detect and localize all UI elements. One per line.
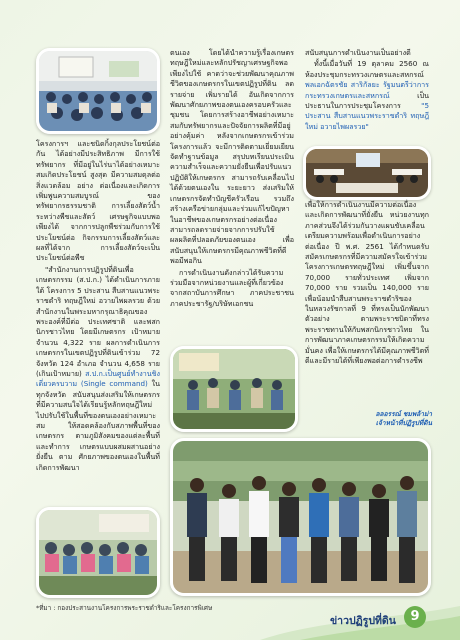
single-command-highlight: ส.ป.ก.เป็นศูนย์ทำงานชิงเดี่ยวครบวาม (Single command) [36,368,160,389]
magazine-title: ข่าวปฏิรูปที่ดิน [330,615,396,627]
column1-paragraph-2 [36,265,160,473]
column3-paragraph-0: สนับสนุนการดำเนินงานเป็นอย่างดี [305,48,411,57]
author-role: เจ้าหน้าที่ปฏิรูปที่ดิน [375,419,432,427]
author-name: ลลอรรณ์ ชมพล้าม่า [375,410,432,418]
photo-group-portrait [170,438,431,596]
minister-name-highlight: พลเอกฉัตรชัย สาริกัลยะ รัฐมนตรีว่าการกระทรวงเกษตรและสหกรณ์ [305,80,429,100]
photo-seminar-audience [36,48,160,134]
project-name-highlight: "5 ประสาน สืบสานแนวพระราชดำริ ทฤษฎีใหม่ อวายไพผลรวย" [305,101,429,131]
article-column-2 [170,48,294,310]
column1-paragraph-1: โครงการฯ และชนิดกิ้งกุลประโยชน์ต่อกัน ได้อย่างมีประสิทธิภาพ มีการใช้ทรัพยากร ที่มีอยู่ในไร่นาได้อย่างเหมาะสมเกิดประโยชน์ สูงสุด มีความสมดุลต่อสิ่งแวดล้อม อย่าง ต่อเนื่องและเกิดการเพิ่มพูนความสมบูรณ์ ของทรัพยากรธรรมชาติ การเลี้ยงสัตว์น้ำ ระหว่างพืชและสัตว์ เศรษฐกิจแบบพอเพียงได้ จากการปลูกพืชร่วมกับการใช้ประโยชน์ต่อ กิจกรรมการเลี้ยงสัตว์และผลที่ได้จาก การเลี้ยงสัตว์จะเป็นประโยชน์ต่อพืช [36,139,160,263]
column1-paragraph-2-text: "สำนักงานการปฏิรูปที่ดินเพื่อ เกษตรกรรม (ส.ป.ก.) ได้ดำเนินการภายใต้ โครงการ 5 ประสาน สืบสานแนวพระราชดำริ ทฤษฎีใหม่ อวายไพผลรวย ด้วยสำนักงานในพระมหากรุณาธิคุณของพระองค์ที่มีต่อ ประเทศชาติ และพสกนิกรชาวไทย โดยมีเกษตรกร เป้าหมายจำนวน 4,322 ราย ผลการดำเนินการ เกษตรกรในเขตปฏิรูปที่ดินเข้าร่วม 72 จังหวัด 124 อำเภอ จำนวน 4,658 ราย (เกินเป้าหมาย) [36,264,160,378]
source-footnote: *ที่มา : กองประสานงานโครงการพระราชดำริและโครงการพิเศษ [36,604,213,612]
photo-group-meeting [36,507,160,598]
author-caption [354,410,432,428]
article-column-3-top [305,48,429,133]
column3-paragraph-1-mid: เป็นประธานในการประชุมโครงการ [305,90,429,111]
column2-paragraph-1: ตนเอง โดยได้นำความรู้เรื่องเกษตรทฤษฎีใหม่และหลักปรัชญาเศรษฐกิจพอเพียงไปใช้ คาดว่าจะช่วยพัฒนาคุณภาพชีวิตของเกษตรกรในเขตปฏิรูปที่ดิน ลดรายจ่าย เพิ่มรายได้ อันเกิดจากการพัฒนาศักยภาพของตนเองครอบครัวและชุมชน โดยการสร้างอาชีพอย่างเหมาะสมกับทรัพยากรและปัจจัยการผลิตที่มีอยู่อย่างคุ้มค่า หลังจากเกษตรกรเข้าร่วมโครงการแล้ว จะมีการติดตามเยี่ยมเยียน จัดทำฐานข้อมูล สรุปบทเรียนประเมินความสำเร็จและความยั่งยืนเพื่อปรับแนวปฏิบัติให้เกษตรกร สามารถรับเคลื่อนไปได้ด้วยตนเองใน ระยะยาว ส่งเสริมให้เกษตรกรจัดทำบัญชีครัวเรือน รวมถึงสร้างเครือข่ายกลุ่มและร่วมแก้ไขปัญหาในอาชีพของเกษตรกรอย่างต่อเนื่อง สามารถลดรายจ่ายจากการปรับใช้ผลผลิตที่ปลอดภัยของตนเอง เพื่อสนับสนุนให้เกษตรกรมีคุณภาพชีวิตที่ดีพอมีพอกิน [170,48,294,266]
article-column-3-bottom [305,200,429,368]
photo-conference-room [303,146,431,200]
column3-paragraph-2: เพื่อให้การดำเนินงานมีความต่อเนื่องและเกิดการพัฒนาที่ยั่งยืน หน่วยงานทุกภาคส่วนจึงได้ร่วมกันวางแผนขับเคลื่อนเตรียมความพร้อมเพื่อดำเนินการอย่างต่อเนื่อง ปี พ.ศ. 2561 ได้กำหนดรับสมัครเกษตรกรที่มีความสมัครใจเข้าร่วมโครงการเกษตรทฤษฎีใหม่ เพิ่มขึ้นจาก 70,000 รายทั่วประเทศ เพิ่มจาก 70,000 ราย รวมเป็น 140,000 ราย เพื่อน้อมนำสืบสานพระราชดำริของในหลวงรัชกาลที่ 9 ที่ทรงเป็นนักพัฒนาตัวอย่าง ตามพระราชบิดาที่ทรงพระราชทานให้กับพสกนิกรชาวไทย ในการพัฒนาภาคเกษตรกรรมให้เกิดความมั่นคง เพื่อให้เกษตรกรได้มีคุณภาพชีวิตที่ดีและมีรายได้ที่เพียงพอต่อการดำรงชีพ [305,200,429,366]
page-number-badge: 9 [404,606,426,628]
photo-field-visit [170,346,298,432]
article-column-1 [36,139,160,474]
column1-paragraph-2-tail: ในทุกจังหวัด สนับสนุนส่งเสริมให้เกษตรกรที่มีความสนใจได้เรียนรู้หลักทฤษฎีใหม่ ไปปรับใช้ในพื้นที่ของตนเองอย่างเหมาะสม ให้สอดคล้องกับสภาพพื้นที่ของเกษตรกร ตามภูมิสังคมของแต่ละพื้นที่ และทำการ เกษตรแบบผสมผสานอย่างยั่งยืน ตาม ศักยภาพของตนเองในพื้นที่ เกิดการพัฒนา [36,379,160,472]
column3-paragraph-1-text: ทั้งนี้เมื่อวันที่ 19 ตุลาคม 2560 ณ ห้องประชุมกระทรวงเกษตรและสหกรณ์ [305,59,429,79]
column2-paragraph-2: การดำเนินงานดังกล่าวได้รับความร่วมมือจากหน่วยงานและผู้ที่เกี่ยวข้องจากสถาบันการศึกษา ภาคประชาชน ภาคประชารัฐ/บริษัทเอกชน [170,267,294,308]
column3-paragraph-1 [305,59,429,132]
